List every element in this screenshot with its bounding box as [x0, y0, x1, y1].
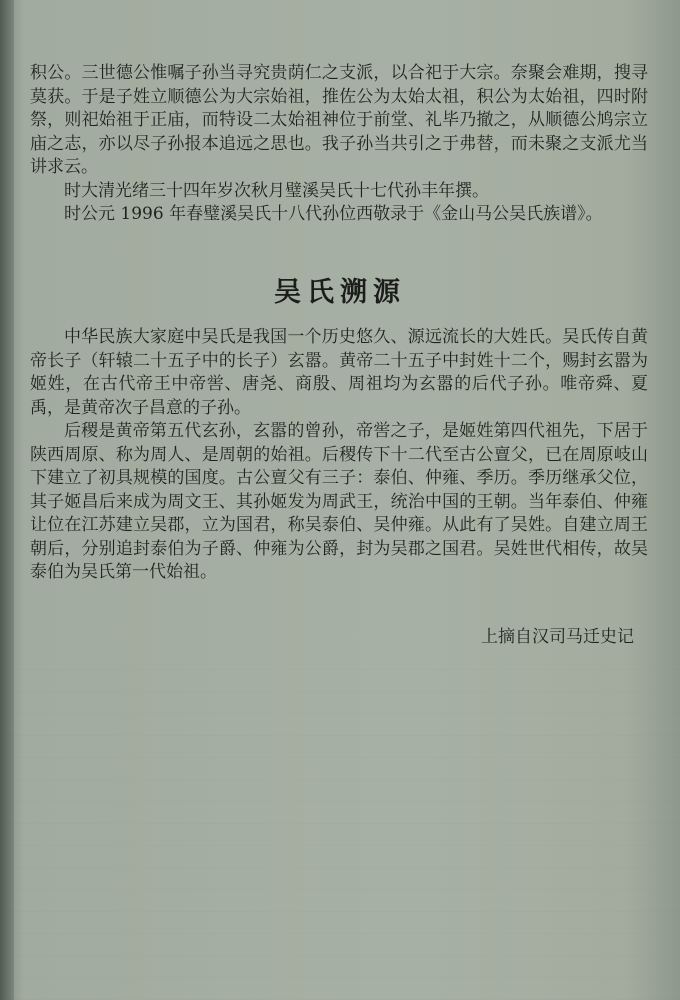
preface-paragraph-1: 积公。三世德公惟嘱子孙当寻究贵荫仁之支派，以合祀于大宗。奈聚会难期，搜寻莫获。于是子姓立顺德公为大宗始祖，推佐公为太始太祖，积公为太始祖，四时附祭，则祀始祖于正庙，而特设二太始祖神位于前堂、礼毕乃撤之，从顺德公鸠宗立庙之志，亦以尽子孙报本追远之思也。我子孙当共引之于弗替，而未聚之支派尤当讲求云。: [30, 63, 648, 177]
source-note: 上摘自汉司马迁史记: [481, 627, 634, 647]
preface-paragraph-3: 时公元 1996 年春璧溪吴氏十八代孙位西敬录于《金山马公吴氏族谱》。: [64, 204, 603, 224]
bleed-through-shadow: [0, 660, 680, 1000]
preface-paragraph-2: 时大清光绪三十四年岁次秋月璧溪吴氏十七代孙丰年撰。: [64, 180, 489, 201]
preface-text-block: [30, 62, 648, 227]
section-body: [30, 326, 648, 585]
body-paragraph-2: 后稷是黄帝第五代玄孙，玄嚣的曾孙，帝喾之子，是姬姓第四代祖先，下居于陕西周原、称为周人、是周朝的始祖。后稷传下十二代至古公亶父，已在周原岐山下建立了初具规模的国度。古公亶父有三子：泰伯、仲雍、季历。季历继承父位，其子姬昌后来成为周文王、其孙姬发为周武王，统治中国的王朝。当年泰伯、仲雍让位在江苏建立吴郡，立为国君，称吴泰伯、吴仲雍。从此有了吴姓。自建立周王朝后，分别追封泰伯为子爵、仲雍为公爵，封为吴郡之国君。吴姓世代相传，故吴泰伯为吴氏第一代始祖。: [30, 421, 648, 582]
body-paragraph-1: 中华民族大家庭中吴氏是我国一个历史悠久、源远流长的大姓氏。吴氏传自黄帝长子（轩辕二十五子中的长子）玄嚣。黄帝二十五子中封姓十二个，赐封玄嚣为姬姓，在古代帝王中帝喾、唐尧、商殷、周祖均为玄嚣的后代子孙。唯帝舜、夏禹，是黄帝次子昌意的子孙。: [30, 327, 648, 418]
section-title: 吴氏溯源: [274, 277, 406, 308]
